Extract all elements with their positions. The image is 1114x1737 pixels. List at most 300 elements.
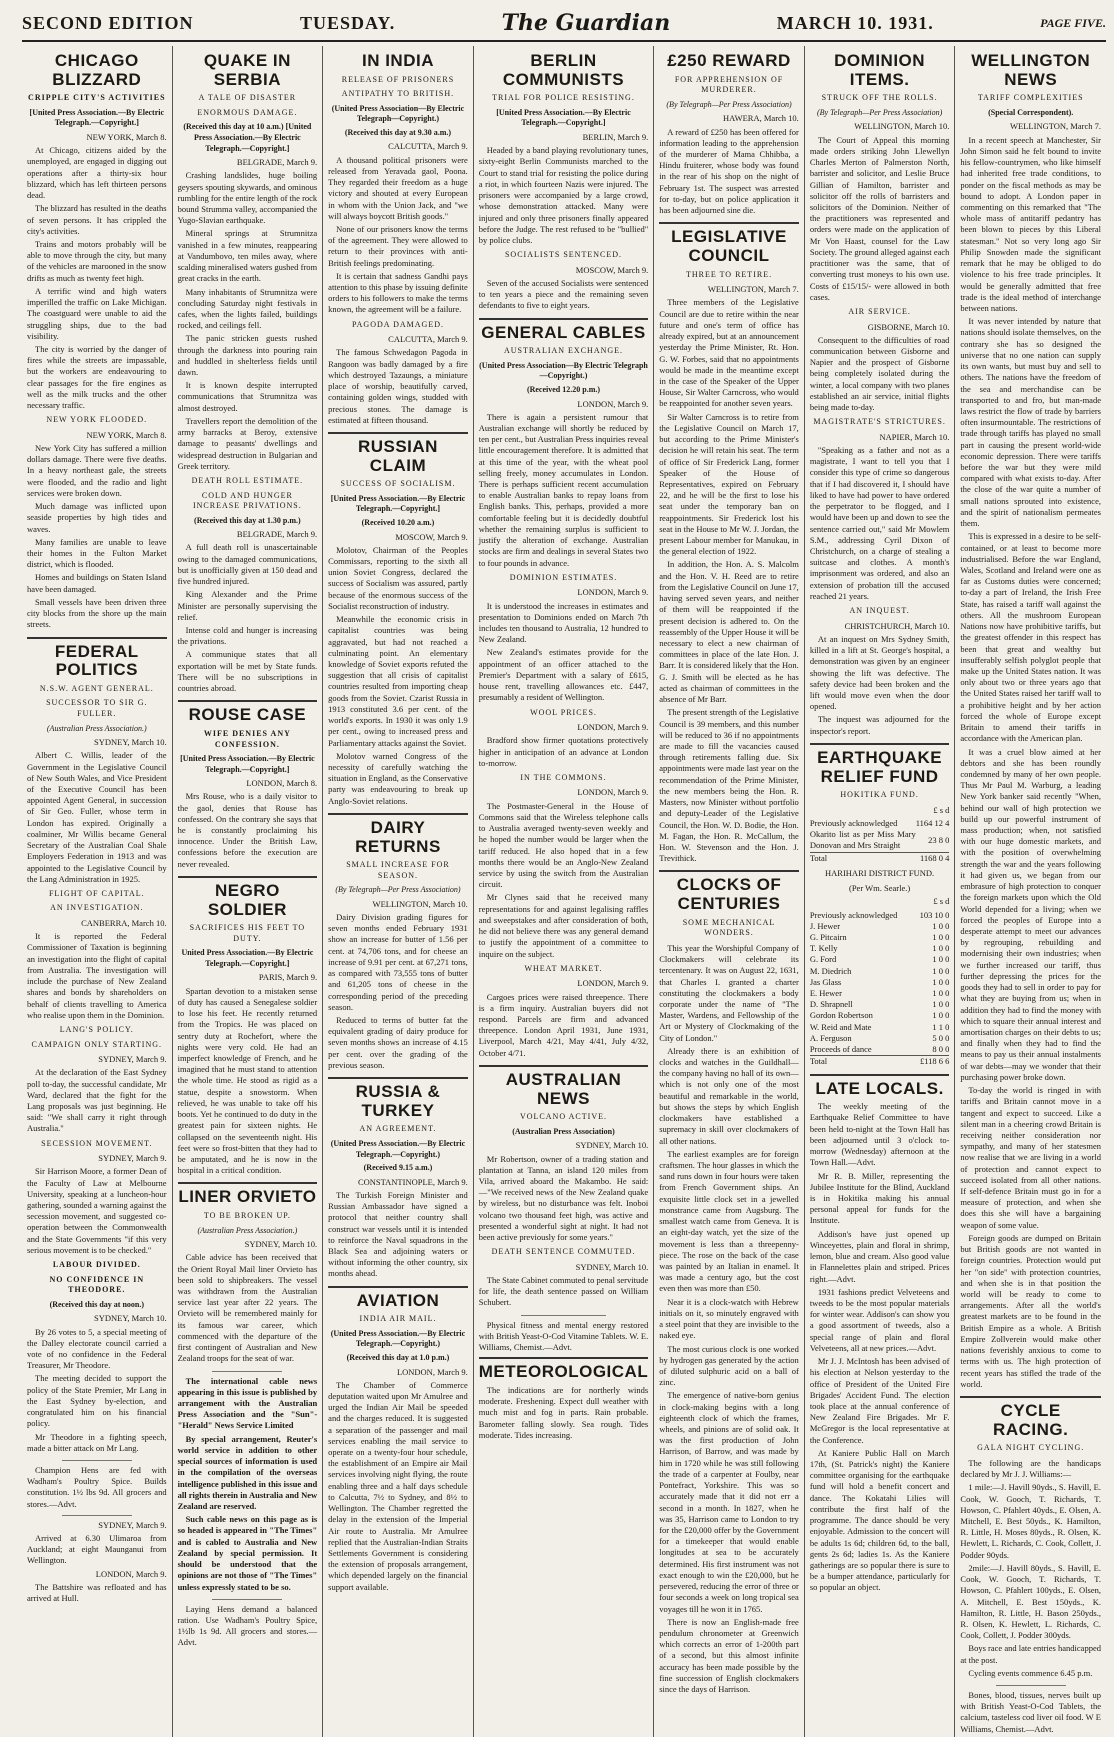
paragraph: "Speaking as a father and not as a magistrate, I want to tell you that I consider this type of crime so dangerous that if I had discovered it, I should have liked to have had power to have ordered the perpetrator to be flogged, and I would have been up and down to see the sentence carried out," said Mr Mowlem S.M., addressing Cyril Dixon of Christchurch, on a charge of stealing a suitcase and clothes. A month's imprisonment was ordered, and also an extension of probation till the accused reached 21 years. xyxy=(809,445,950,601)
subhead: ANTIPATHY TO BRITISH. xyxy=(341,89,455,99)
paragraph: The city is worried by the danger of fires while the streets are impassable, but the workers are endeavouring to clear passages for the fire engines as well as the milk trucks and the other necessary traffic. xyxy=(27,343,167,411)
subhead: DEATH ROLL ESTIMATE. xyxy=(191,476,304,486)
source-line: [United Press Association.—By Electric Telegraph.—Copyright.] xyxy=(496,107,631,128)
paragraph: It is certain that sadness Gandhi pays attention to this phase by issuing definite orders to his followers to make the terms known, the agreement will be a failure. xyxy=(328,270,468,315)
fund-table-hokitika xyxy=(810,818,950,864)
paragraph: Many inhabitants of Strumnitza were concluding Saturday night festivals in cafes, when the lights failed, buildings rocked, and ceilings fell. xyxy=(177,286,318,331)
paragraph: The inquest was adjourned for the inspector's report. xyxy=(809,714,950,736)
paragraph: Headed by a band playing revolutionary tunes, sixty-eight Berlin Communists marched to the Court to stand trial for resisting the police during a riot, in which fourteen Nazis were injured. The prisoners were accompanied by a large crowd, whose demonstration attacked. Many were injured and only three prisoners finally appeared before the Judge. The rest refused to be "bullied" by police clubs. xyxy=(478,145,649,245)
source-line: (United Press Association.—By Electric Telegraph.—Copyright.) xyxy=(330,1139,466,1159)
headline: DOMINION ITEMS. xyxy=(834,51,926,89)
fund-amount: 1 0 0 xyxy=(932,965,950,976)
subhead: FLIGHT OF CAPITAL. xyxy=(48,888,145,898)
column-grid xyxy=(22,46,1106,1734)
paragraph: Mr J. J. McIntosh has been advised of his election at Nelson yesterday to the office of President of the United Fire Brigades' Accident Fund. The election took place at the annual conference of New Zealand Fire Brigades. Mr F. McGregor is the local representative at the Conference. xyxy=(809,1356,950,1445)
paragraph: A reward of £250 has been offered for information leading to the apprehension of the murderer of Mama Chhibba, a Hindu fruiterer, whose body was found in the rear of his shop on the night of February 1st. The suspect was arrested for to-day, but on police application it has been adjourned sine die. xyxy=(659,126,799,216)
dateline: HAWERA, March 10. xyxy=(723,113,799,124)
headline: ROUSE CASE xyxy=(178,700,318,725)
dateline: LONDON, March 9. xyxy=(396,1366,468,1377)
paragraph: Mrs Rouse, who is a daily visitor to the gaol, denies that Rouse has confessed. On the contrary she says that he is constantly proclaiming his innocence. Under the British Law, confessions before the execution are never revealed. xyxy=(177,791,318,869)
masthead xyxy=(22,6,1106,42)
article-negro-soldier xyxy=(178,876,318,1177)
paragraph: At Chicago, citizens aided by the unemployed, are engaged in digging out operations after a thirty-six hour blizzard, which has left thirteen persons dead. xyxy=(27,145,167,201)
fund-row xyxy=(810,829,950,852)
dateline: CALCUTTA, March 9. xyxy=(388,141,468,152)
paragraph: None of our prisoners know the terms of the agreement. They were allowed to return to their provinces with anti-British feelings predominating. xyxy=(328,223,468,268)
fund-row xyxy=(810,1056,950,1068)
paragraph: The weekly meeting of the Earthquake Relief Committee to have been held to-night at the Town Hall has been adjourned until 3 o'clock to-morrow (Wednesday) afternoon at the Town Hall.—Advt. xyxy=(809,1101,950,1168)
paragraph: The meeting decided to support the policy of the State Premier, Mr Lang in the East Sydney by-election, and congratulated him on his financial policy. xyxy=(27,1373,167,1429)
dateline: LONDON, March 9. xyxy=(577,398,649,409)
paragraph: King Alexander and the Prime Minister are personally supervising the relief. xyxy=(177,589,318,622)
edition-label: SECOND EDITION xyxy=(22,12,194,33)
dateline: LONDON, March 8. xyxy=(246,778,318,789)
paragraph: Spartan devotion to a mistaken sense of duty has caused a Senegalese soldier to lose his feet. He recently returned from the Tropics. He was placed on sentry duty at Rochefort, where the nights were very cold. He had an imperfect knowledge of French, and he imagined that he must stand to attention the whole time. He stood as rigid as a statue, despite a snowstorm. When relieved, he was unable to take off his boots. Yet he continued to do duty in the greatest pain for sixteen nights. He collapsed on the seventeenth night. His feet were so frost-bitten that they had to be amputated, and he is now in the hospital in a critical condition. xyxy=(177,985,318,1176)
paragraph: Dairy Division grading figures for seven months ended February 1931 show an increase for butter of 1.56 per cent. at 74,706 tons, and for cheese an increase of 9.91 per cent. at 67,271 tons, as compared with 73,555 tons of butter and 61,205 tons of cheese in the corresponding period of the preceding season. xyxy=(328,912,468,1012)
subhead: CRIPPLE CITY'S ACTIVITIES xyxy=(28,93,166,103)
dateline: SYDNEY, March 10. xyxy=(94,1313,167,1324)
paragraph: Already there is an exhibition of clocks and watches in the Guildhall—the company having no hall of its own—which is not only one of the most beautiful and remarkable in the world, but shows the steps by which English clockmakers have established a supremacy in skill over clockmakers of all other nations. xyxy=(659,1045,799,1146)
fund-contributor: A. Ferguson xyxy=(809,1032,852,1043)
source-line: (Received this day at 9.30 a.m.) xyxy=(344,127,452,137)
paragraph: 1 mile:—J. Havill 90yds., S. Havill, E. Cook, W. Gooch, T. Richards, T. Howson, C. Pfahlert 40yds., E. Olsen, A. Mitchell, E. Best 50yds., K. Hamilton, R. Little, H. Moses 80yds., R. Olsen, K. Hewlett, L. Richards, C. Cook, Collett, J. Podder 90yds. xyxy=(960,1482,1101,1560)
paragraph: Cable advice has been received that the Orient Royal Mail liner Orvieto has been sold to shipbreakers. The vessel was withdrawn from the Australian service last year after 22 years. The Orvieto will be remembered mainly for its famous war career, which commenced with the departure of the first contingent of Australian and New Zealand troops for the seat of war. xyxy=(177,1252,318,1364)
article-berlin-communists xyxy=(479,50,648,312)
source-line: (By Telegraph—Per Press Association) xyxy=(666,99,792,109)
paragraph: Arrived at 6.30 Ulimaroa from Auckland; at eight Maunganui from Wellington. xyxy=(27,1533,167,1566)
fund-amount: 5 0 0 xyxy=(932,1032,950,1043)
paragraph: It is known despite interrupted communications that Strumnitza was almost destroyed. xyxy=(177,380,318,413)
article-in-india xyxy=(328,50,468,426)
column-7 xyxy=(955,46,1106,1737)
paragraph: Addison's have just opened up Winceyettes, plain and floral in shrimp, lemon, blue and cream. Also good value in Flannelettes plain and striped. Prices right.—Advt. xyxy=(809,1228,950,1284)
dateline: SYDNEY, March 10. xyxy=(575,1261,649,1272)
paragraph: Sir Harrison Moore, a former Dean of the Faculty of Law at Melbourne University, speaking at a luncheon-hour gathering, sounded a warning against the secession movement, and suggested co-operation between the Commonwealth and the State Governments "if this very serious movement is to be checked." xyxy=(27,1166,167,1255)
source-line: (United Press Association—By Electric Telegraph—Copyright.) xyxy=(479,360,648,381)
fund-amount: 1 0 0 xyxy=(932,1010,950,1021)
headline: GENERAL CABLES xyxy=(479,318,648,343)
subhead: AN INQUEST. xyxy=(849,606,910,616)
fund-amount: 1 1 0 xyxy=(932,1021,950,1032)
article-legislative-council xyxy=(659,222,799,864)
source-line: [United Press Association.—By Electric Telegraph.—Copyright.] xyxy=(29,107,165,128)
subhead: AIR SERVICE. xyxy=(848,306,911,316)
headline: LEGISLATIVE COUNCIL xyxy=(659,222,799,265)
paragraph: Albert C. Willis, leader of the Government in the Legislative Council of New South Wales, and Vice President of the Executive Council has been appointed Agent General, in succession of Sir Geo. Fuller, whose term in London has expired. Originally a coalminer, Mr Willis became General Secretary of the Australian Coal Shale Employers Federation in 1913 and was appointed to the Legislative Council by the Lang Administration in 1925. xyxy=(27,750,167,884)
article-quake-in-serbia xyxy=(178,50,318,694)
paragraph: Much damage was inflicted upon seaside properties by high tides and waves. xyxy=(27,501,167,534)
fund-amount: 1 0 0 xyxy=(932,920,950,931)
subhead: HOKITIKA FUND. xyxy=(840,790,919,800)
subhead: AN AGREEMENT. xyxy=(359,1124,437,1134)
subhead: LANG'S POLICY. xyxy=(59,1025,134,1034)
paragraph: Mineral springs at Strumnitza vanished in a few minutes, reappearing at Vandumbovo, ten miles away, where scalding mineralised waters gushed from great cracks in the earth. xyxy=(177,228,318,284)
source-line: (Received this day at 10 a.m.) [United Press Association.—By Electric Telegraph.—Copyright.] xyxy=(183,122,312,153)
paragraph: The Postmaster-General in the House of Commons said that the Wireless telephone calls to Australia averaged twenty-seven weekly and he hoped the number would be larger when the tariff reduced. He also hoped that in a few months there would be an Anglo-New Zealand service by using the switch from the Australian circuit. xyxy=(478,800,649,890)
paragraph: By special arrangement, Reuter's world service in addition to other special sources of information is used in the compilation of the overseas intelligence published in this issue and all rights therein in Australia and New Zealand are reserved. xyxy=(177,1433,318,1511)
headline: EARTHQUAKE RELIEF FUND xyxy=(810,743,950,786)
subhead: LABOUR DIVIDED. xyxy=(52,1260,141,1270)
paragraph: In a recent speech at Manchester, Sir John Simon said he felt bound to invite his fellow-countrymen, who like himself had inherited free trade conditions, to ponder on the fiscal methods as may be bound to adopt. A London paper in commenting on this remarked that "The whole mass of antitariff pedantry has been blown to pieces by this Liberal statesman." Not so very long ago Sir Philip Snowden made the significant remark that he may be obliged to do violence to his free trade principles. It would be generally admitted that free trade is the ideal method of interchange between nations. xyxy=(960,134,1101,313)
subhead: SECESSION MOVEMENT. xyxy=(41,1138,153,1148)
subhead: WIFE DENIES ANY CONFESSION. xyxy=(203,728,291,749)
article-dominion-items xyxy=(810,50,950,737)
paragraph: The famous Schwedagon Pagoda in Rangoon was badly damaged by a fire which destroyed Tazaungs, a miniature place of worship, beautifully carved, containing golden wings, studded with precious stones. The damage is estimated at fifteen thousand. xyxy=(328,347,468,425)
paragraph: The emergence of native-born genius in clock-making begins with a long eighteenth clock of which the frames, wheels, and pinions are of solid oak. It was the first production of John Harrison, of Barrow, and was made by him in 1720 while he was still following the trade of a carpenter at Foulby, near Pontefract, Yorkshire. This was so accurately made that it did not err a second in a month. In 1827, when he was 35, Harrison came to London to try for the £20,000 offer by the Government for a timekeeper that would enable longitudes at sea to be accurately determined. His first instrument was not exact enough to win the £20,000, but he persevered, reducing the error of three or four seconds a week on long tropical sea voyages till he won it in 1765. xyxy=(659,1390,799,1614)
dateline: NEW YORK, March 8. xyxy=(86,132,167,143)
dateline: WELLINGTON, March 7. xyxy=(1010,121,1101,132)
fund-contributor: G. Pitcairn xyxy=(809,931,847,942)
paragraph: At Kaniere Public Hall on March 17th, (St. Patrick's night) the Kaniere committee organising for the earthquake fund will hold a benefit concert and dance. The Kokatahi Lilies will contribute the first half of the programme. The dance should be very enjoyable. Admission to the concert will be adults 1s 6d; children 6d, to the ball, gents 2s 6d; ladies 1s. As the Kaniere gatherings are so popular there is sure to be a bumper attendance, particularly for so popular an object. xyxy=(809,1447,950,1593)
paragraph: There is again a persistent rumour that Australian exchange will shortly be reduced by ten per cent., but Australian Press inquiries reveal little encouragement therefore. It is admitted that at this time of the year, with the wheat pool selling freely, money accumulates in London. There is perhaps sufficient recent accumulation to enable Australian banks to repay loans from English banks. This, perhaps, provided a more comfortable feeling but it is decidedly doubtful whether the remaining surplus is sufficient to justify the alteration of exchange. Australian stocks are firm and dealings in several States two to four pounds in advance. xyxy=(478,411,649,568)
subhead: SMALL INCREASE FOR SEASON. xyxy=(346,860,450,880)
paragraph: Mr Robertson, owner of a trading station and plantation at Tanna, an island 120 miles from Vila, arrived aboard the Makambo. He said:—"We received news of the New Zealand quake by wireless, but no disturbance was felt. Inoboi volcano two thousand feet high, was active and presented a wonderful sight at night. It had not been active previously for some years." xyxy=(478,1153,649,1243)
headline: AUSTRALIAN NEWS xyxy=(479,1065,648,1108)
article-meteorological xyxy=(479,1357,648,1441)
subhead: MAGISTRATE'S STRICTURES. xyxy=(813,417,946,427)
paragraph: The international cable news appearing in this issue is published by arrangement with the Australian Press Association and the "Sun"-"Herald" News Service Limited xyxy=(177,1375,318,1431)
fund-amount: 1 0 0 xyxy=(932,988,950,999)
dateline: MOSCOW, March 9. xyxy=(395,531,468,542)
fund-row xyxy=(810,1033,950,1044)
page-number: PAGE FIVE. xyxy=(1040,15,1106,30)
article-general-cables xyxy=(479,318,648,1059)
divider xyxy=(212,1371,282,1372)
fund-contributor: Jas Glass xyxy=(809,976,842,987)
column-5 xyxy=(654,46,805,1737)
article-wellington-news xyxy=(960,50,1101,1390)
headline: AVIATION xyxy=(328,1286,468,1311)
fund-contributor: Total xyxy=(810,1056,914,1068)
dateline: BELGRADE, March 9. xyxy=(236,157,318,168)
fund-row xyxy=(810,1022,950,1033)
headline: BERLIN COMMUNISTS xyxy=(502,51,625,89)
divider xyxy=(62,1460,132,1461)
column-4 xyxy=(474,46,654,1737)
paragraph: Small vessels have been driven three city blocks from the shore up the main streets. xyxy=(27,596,167,630)
fund-contributor: Previously acknowledged xyxy=(809,909,898,920)
divider xyxy=(521,1315,606,1316)
paragraph: The Battshire was refloated and has arrived at Hull. xyxy=(27,1581,167,1604)
paragraph: The Court of Appeal this morning made orders striking John Llewellyn Charles Merton of Palmerston North, barrister and solicitor, and Leslie Bruce Gillian of Hamilton, barrister and solicitor off the rolls of barristers and solicitors of the Dominion. Neither of the practitioners was represented and orders were made on the application of Mr Von Haast, counsel for the Law Society. The ground alleged against each practitioner was the same, that of converting trust moneys to his own use. Costs of £15/15/- were allowed in both cases. xyxy=(809,134,950,302)
paragraph: Mr Theodore in a fighting speech, made a bitter attack on Mr Lang. xyxy=(27,1431,167,1453)
paragraph: 2mile:—J. Havill 80yds., S. Havill, E. Cook, W. Gooch, T. Richards, T. Howson, C. Pfahlert 100yds., E. Olsen, A. Mitchell, E. Best 150yds., K. Hamilton, R. Little, H. Bason 250yds., R. Olsen, K. Hewlett, L. Richards, C. Cook, Collett, J. Podder 300yds. xyxy=(960,1562,1101,1641)
subhead: STRUCK OFF THE ROLLS. xyxy=(821,93,938,103)
subhead: INDIA AIR MAIL. xyxy=(359,1314,437,1324)
paragraph: Seven of the accused Socialists were sentenced to ten years a piece and the remaining seven defendants to five to eight years. xyxy=(478,277,649,311)
headline: CHICAGO BLIZZARD xyxy=(52,51,142,89)
divider xyxy=(996,1685,1066,1686)
column-2 xyxy=(173,46,324,1737)
paragraph: The earliest examples are for foreign craftsmen. The hour glasses in which the sand runs down in four hours were taken from French Government ships. An exquisite little clock set in a jewelled monstrance came from Augsburg. The smallest watch came from Geneva. It is an eight-day watch, yet the size of the movement is less than a threepenny-piece. The rose on the back of the case was painted by an Italian in enamel. It was made a century ago, but the cost even then was more than £50. xyxy=(659,1148,799,1294)
fund-amount: 1 0 0 xyxy=(932,999,950,1010)
subhead: COLD AND HUNGER INCREASE PRIVATIONS. xyxy=(192,490,302,511)
advertisement: Laying Hens demand a balanced ration. Use Wadham's Poultry Spice, 1½lb 1s 9d. All grocers and stores.—Advt. xyxy=(177,1603,318,1648)
source-line: (By Telegraph—Per Press Association) xyxy=(335,885,461,895)
paragraph: Intense cold and hunger is increasing the privations. xyxy=(177,624,318,647)
fund-amount: 23 8 0 xyxy=(928,834,950,845)
subhead: SOCIALISTS SENTENCED. xyxy=(504,250,622,260)
advertisement: Champion Hens are fed with Wadham's Poultry Spice. Builds constitution. 1½ lbs 9d. All grocers and stores.—Advt. xyxy=(27,1464,167,1509)
fund-amount: 1168 0 4 xyxy=(916,852,950,864)
dateline: SYDNEY, March 10. xyxy=(575,1140,649,1151)
paragraph: The following are the handicaps declared by Mr J. J. Williams:— xyxy=(960,1457,1101,1480)
paragraph: Consequent to the difficulties of road communication between Gisborne and Napier and the prospect of Gisborne being completely isolated during the winter, a local company with two planes established an air service, initial flights being made to-day. xyxy=(809,334,950,413)
headline: RUSSIAN CLAIM xyxy=(328,432,468,475)
currency-header: £ s d xyxy=(933,804,950,815)
fund-row xyxy=(810,921,950,932)
dateline: BERLIN, March 9. xyxy=(582,132,649,143)
source-line: (Received this day at 1.30 p.m.) xyxy=(194,515,301,525)
subhead: GALA NIGHT CYCLING. xyxy=(977,1443,1085,1453)
article-federal-politics xyxy=(27,637,167,1454)
subhead: TARIFF COMPLEXITIES xyxy=(977,93,1084,103)
dateline: NEW YORK, March 8. xyxy=(86,429,167,440)
source-line: (Received this day at 1.0 p.m.) xyxy=(346,1352,450,1362)
dateline: SYDNEY, March 9. xyxy=(98,1153,167,1164)
headline: WELLINGTON NEWS xyxy=(971,51,1091,89)
paragraph: Three members of the Legislative Council are due to retire within the near future and one's term of office has already expired, but at an announcement yesterday the Prime Minister, Rt. Hon. G. W. Forbes, said that no appointments would be made in the meantime except in the case of the Speaker of the Upper House, Sir Walter Carncross, who would be reappointed for another seven years. xyxy=(659,297,799,409)
paragraph: The panic stricken guests rushed through the darkness into pouring rain and huddled in shelterless fields until dawn. xyxy=(177,333,318,378)
paragraph: Cycling events commence 6.45 p.m. xyxy=(968,1667,1093,1678)
fund-row xyxy=(810,1044,950,1056)
source-line: (Australian Press Association.) xyxy=(46,723,147,733)
source-line: (Received this day at noon.) xyxy=(49,1299,145,1309)
dateline: CANBERRA, March 10. xyxy=(81,918,167,929)
paragraph: The indications are for northerly winds moderate. Freshening. Expect dull weather with much mist and fog in parts. Rain probable. Barometer falling slowly. Sea rough. Tides moderate. Tides increasing. xyxy=(478,1385,649,1440)
fund-contributor: E. Hewer xyxy=(809,988,842,999)
fund-row xyxy=(810,988,950,999)
paragraph: The most curious clock is one worked by hydrogen gas generated by the action of diluted sulphuric acid on a ball of zinc. xyxy=(659,1343,799,1388)
paragraph: Such cable news on this page as is so headed is appeared in "The Times" and is cabled to Australia and New Zealand by special permission. It should be understood that the opinions are not those of "The Times" unless expressly stated to be so. xyxy=(177,1514,318,1592)
subhead: NEW YORK FLOODED. xyxy=(46,415,148,425)
source-line: (United Press Association.—By Electric Telegraph.—Copyright.) xyxy=(330,1328,466,1349)
fund-contributor: D. Shrapnell xyxy=(809,999,853,1010)
dateline: LONDON, March 9. xyxy=(577,978,649,989)
subhead: DEATH SENTENCE COMMUTED. xyxy=(491,1247,636,1257)
subhead: TO BE BROKEN UP. xyxy=(203,1211,291,1221)
fund-table-harihari xyxy=(810,910,950,1068)
dateline: LONDON, March 9. xyxy=(95,1568,167,1579)
paragraph: Boys race and late entries handicapped at the post. xyxy=(960,1643,1101,1665)
headline: LINER ORVIETO xyxy=(178,1182,318,1207)
source-line: (Received 9.15 a.m.) xyxy=(363,1163,433,1173)
paragraph: A thousand political prisoners were released from Yeravada gaol, Poona. They regarded their freedom as a huge victory and shouted at every European in whom with the Union Jack, and "we will always boycott British goods." xyxy=(328,154,468,221)
article-aviation xyxy=(328,1286,468,1593)
subhead: AUSTRALIAN EXCHANGE. xyxy=(503,346,624,356)
advertisement: Bones, blood, tissues, nerves built up with British Yeast-O-Cod Tablets, the calcium, tasteless cod liver oil food. W E Williams, Chemist.—Advt. xyxy=(960,1690,1101,1734)
date-label: MARCH 10. 1931. xyxy=(776,12,934,33)
paragraph: It was a cruel blow aimed at her debtors and she has been roundly condemned by many of her own people. Thus Mr Paul M. Warburg, a leading New York banker said recently "When, behind our wall of high protection we build up our powerful instrument of mass production; when, not satisfied with our huge domestic markets, and with the position of overwhelming strength the war and the years following it had given us, we began from our embrasure of high protection to conquer the foreign markets upon which the Old World depended for a living; when we forced the peoples of Europe into a desperate attempt to meet our advances by regrouping, rebuilding and modernising their own industries; when we further increased our tariff, thus further depressing the prices for the goods they had to sell in order to pay for what they are buying from us; when in addition they had to find the money with which to square their annual interest and amortisation charges on their debts to us; and finally when they had to find the means to pay us their annual instalments of war debts—may we wonder that their purchasing power broke down. xyxy=(960,746,1101,1082)
subhead: SOME MECHANICAL WONDERS. xyxy=(682,917,776,938)
fund-amount: 1 0 0 xyxy=(932,976,950,987)
paragraph: Near it is a clock-watch with Hebrew initials on it, so minutely engraved with a steel point that they are invisible to the naked eye. xyxy=(659,1296,799,1341)
paragraph: The Chamber of Commerce deputation waited upon Mr Amulree and urged the Indian Air Mail be speeded and the charges reduced. It is suggested a separation of the passenger and mail services enabling the mail service to operate on a twenty-four hour schedule, the establishment of an Empire air Mail services involving night flying, the route enabling three and a half days schedule to Calcutta, 7½ to Sydney, and 8½ to Wellington. The Chamber regretted the delay in the extension of the Imperial Air route to Australia. Mr Amulree replied that the Australian-Indian Straits Settlements Government is considering the extension of proposals arrangement, which depended largely on the financial support available. xyxy=(328,1379,468,1592)
headline: DAIRY RETURNS xyxy=(328,813,468,856)
subhead: WOOL PRICES. xyxy=(530,707,597,717)
headline: FEDERAL POLITICS xyxy=(27,637,167,680)
headline: £250 REWARD xyxy=(667,51,791,70)
column-1 xyxy=(22,46,173,1737)
subhead: TRIAL FOR POLICE RESISTING. xyxy=(492,93,635,103)
paragraph: There is now an English-made free pendulum chronometer at Greenwich which corrects an error of 1-200th part of a second, but this almost infinite accuracy has been made possible by the fine succession of English clockmakers since the days of Harrison. xyxy=(659,1616,799,1695)
source-line: (United Press Association—By Electric Telegraph—Copyright.) xyxy=(331,103,465,124)
paragraph: 1931 fashions predict Velveteens and tweeds to be the most popular materials for winter wear. Addison's can show you a good assortment of tweeds, also a special range of plain and floral Velveteens, all at new prices.—Advt. xyxy=(809,1286,950,1353)
paragraph: New Zealand's estimates provide for the appointment of an officer attached to the Premier's Department with a salary of £615, house rent, travelling allowances etc. £447, presumably a resident of Wellington. xyxy=(478,647,649,703)
paragraph: At the declaration of the East Sydney poll to-day, the successful candidate, Mr Ward, declared that the fight for the Lang proposals was just beginning. He said: "We shall carry it right through Australia." xyxy=(27,1067,167,1134)
article-cycle-racing xyxy=(960,1396,1101,1679)
fund-amount: 1 0 0 xyxy=(932,954,950,965)
fund-row xyxy=(810,1010,950,1021)
fund-row xyxy=(810,852,950,864)
fund-row xyxy=(810,954,950,965)
source-line: (Special Correspondent). xyxy=(988,107,1074,117)
subhead: N.S.W. AGENT GENERAL. xyxy=(39,683,154,693)
subhead: RELEASE OF PRISONERS xyxy=(341,74,455,84)
headline: METEOROLOGICAL xyxy=(479,1357,648,1382)
cable-news-notice xyxy=(178,1376,318,1593)
paragraph: Mr R. B. Miller, representing the Jubilee Institute for the Blind, Auckland is in Hokitika making his annual personal appeal for funds for the Institute. xyxy=(809,1170,950,1226)
paragraph: Homes and buildings on Staten Island have been damaged. xyxy=(27,572,167,594)
paragraph: A full death roll is unascertainable owing to the damaged communications, but is unofficially given at 150 dead and five hundred injured. xyxy=(177,542,318,587)
fund-row xyxy=(810,932,950,943)
headline: CLOCKS OF CENTURIES xyxy=(659,870,799,913)
source-line: United Press Association.—By Electric Telegraph.—Copyright.] xyxy=(181,948,314,968)
article-late-locals xyxy=(810,1074,950,1594)
source-line: (By Telegraph—Per Press Association) xyxy=(816,107,943,117)
dateline: SYDNEY, March 10. xyxy=(94,737,167,748)
paragraph: The present strength of the Legislative Council is 39 members, and this number will be reduced to 36 if no appointments are made to fill the vacancies caused through retirements falling due. Six appointments were made last year on the recommendation of the Prime Minister, the new members being the Hon. R. Masters, now Minister without portfolio and deputy-Leader of the Legislative Council, the Hon. W. D. Bodie, the Hon. M. Fagan, the Hon. R. McCallum, the Hon. W. Stevenson and the Hon. J. Trevithick. xyxy=(659,707,799,864)
paragraph: Cargoes prices were raised threepence. There is a firm inquiry. Australian buyers did not respond. Parcels are firm and advanced threepence. London April 1931, June 1931, Liverpool, March 4/21, May 4/41, July 4/32, October 4/71. xyxy=(478,991,649,1058)
paragraph: Reduced to terms of butter fat the equivalent grading of dairy produce for seven months shows an increase of 4.15 per cent. over the grading of the previous season. xyxy=(328,1015,468,1070)
fund-amount: 1164 12 4 xyxy=(915,817,950,828)
dateline: CALCUTTA, March 9. xyxy=(388,334,468,345)
paragraph: To-day the world is ringed in with tariffs and Britain cannot move in a tangent and expect to succeed. Like a silent man in a cheering crowd Britain is receiving neither consideration nor sympathy, and many of her statesmen now realise that we are living in a world of protection and cannot expect to succeed isolated from all other nations. If self-defence Britain must go in for a measure of protection, and when she does this she will have a bargaining weapon of some value. xyxy=(960,1085,1101,1230)
currency-header: £ s d xyxy=(933,896,950,907)
paragraph: It is understood the increases in estimates and presentation to Dominions ended on March 7th includes ten thousand to Australia, 12 hundred to New Zealand. xyxy=(478,600,649,645)
dateline: PARIS, March 9. xyxy=(258,972,318,983)
fund-row xyxy=(810,910,950,921)
fund-amount: 8 0 0 xyxy=(932,1044,950,1055)
newspaper-title: The Guardian xyxy=(501,10,671,36)
paragraph: The Turkish Foreign Minister and Russian Ambassador have signed a protocol that neither country shall construct war vessels until it is intended to reinforce the Naval squadrons in the Black Sea and adjoining waters or without informing the other country, six months ahead. xyxy=(328,1189,468,1279)
paragraph: A communique states that all exportation will be met by State funds. There will be no subscriptions in countries abroad. xyxy=(177,649,318,694)
paragraph: In addition, the Hon. A. S. Malcolm and the Hon. V. H. Reed are to retire from the Legislative Council on June 17, having served seven years, and neither of them will be reappointed if the present decision is adhered to. On the reassembly of the Upper House it will be necessary to elect a new chairman of committees in place of the late Hon. J. Barr. It is considered likely that the Hon. G. J. Smith will be elected as he has acted as chairman of committees in the absence of Mr Barr. xyxy=(659,559,799,705)
article-australian-news xyxy=(479,1065,648,1309)
dateline: LONDON, March 9. xyxy=(577,722,649,733)
paragraph: Molotov warned Congress of the necessity of carefully watching the situation in England, as the Conservative party was endeavouring to break up Anglo-Soviet relations. xyxy=(328,750,468,806)
article-clocks-of-centuries xyxy=(659,870,799,1695)
fund-amount: 1 0 0 xyxy=(932,931,950,942)
dateline: SYDNEY, March 9. xyxy=(98,1519,167,1530)
headline: NEGRO SOLDIER xyxy=(178,876,318,919)
subhead: DOMINION ESTIMATES. xyxy=(509,572,618,582)
column-6 xyxy=(805,46,956,1737)
paragraph: Many families are unable to leave their homes in the Fulton Market district, which is flooded. xyxy=(27,536,167,570)
paragraph: At an inquest on Mrs Sydney Smith, killed in a lift at St. George's hospital, a demonstration was given by an engineer showing the lift was defective. The safety device had been broken and the lift would move even when the door opened. xyxy=(809,633,950,712)
dateline: WELLINGTON, March 7. xyxy=(707,284,799,295)
fund-row xyxy=(810,977,950,988)
dateline: WELLINGTON, March 10. xyxy=(854,121,950,132)
dateline: WELLINGTON, March 10. xyxy=(372,898,468,909)
day-label: TUESDAY. xyxy=(299,12,396,33)
dateline: SYDNEY, March 10. xyxy=(244,1239,318,1250)
subhead: ENORMOUS DAMAGE. xyxy=(197,107,298,117)
paragraph: Trains and motors probably will be able to move through the city, but many of the vehicles are marooned in the snow drifts as much as twenty feet high. xyxy=(27,238,167,283)
subhead: SACRIFICES HIS FEET TO DUTY. xyxy=(189,923,306,943)
paragraph: New York City has suffered a million dollars damage. There were five deaths. In a heavy northeast gale, the streets were flooded, and the radio and light services were broken down. xyxy=(27,443,167,498)
paragraph: Sir Walter Carncross is to retire from the Legislative Council on March 17, but according to the Prime Minister's decision he will retain his seat. The term of office of Sir Frederick Lang, former Speaker of the House of Representatives, expired on February 22, and he will be the first to lose his seat under the temporary ban on reappointments. Sir Frederick lost his seat in the House to Mr W. J. Jordan, the present Labour member for Manukau, in the general election of 1922. xyxy=(659,411,799,557)
fund-amount: 1 0 0 xyxy=(932,943,950,954)
headline: CYCLE RACING. xyxy=(960,1396,1101,1439)
fund-row xyxy=(810,818,950,829)
headline: LATE LOCALS. xyxy=(810,1074,950,1099)
advertisement: Physical fitness and mental energy restored with British Yeast-O-Cod Vitamine Tablets. W. E. Williams, Chemist.—Advt. xyxy=(478,1319,649,1353)
dateline: GISBORNE, March 10. xyxy=(867,321,950,332)
dateline: LONDON, March 9. xyxy=(577,587,649,598)
divider xyxy=(212,1599,282,1600)
subhead: FOR APPREHENSION OF MURDERER. xyxy=(674,74,784,95)
paragraph: The blizzard has resulted in the deaths of seven persons. It has crippled the city's activities. xyxy=(27,203,167,236)
dateline: CONSTANTINOPLE, March 9. xyxy=(357,1176,468,1187)
subhead: CAMPAIGN ONLY STARTING. xyxy=(31,1039,163,1049)
article-russian-claim xyxy=(328,432,468,807)
subhead: WHEAT MARKET. xyxy=(524,963,603,973)
subhead: SUCCESSOR TO SIR G. FULLER. xyxy=(46,698,148,718)
paragraph: Bradford show firmer quotations protectively higher in anticipation of an advance at London to-morrow. xyxy=(478,735,649,768)
source-line: (Australian Press Association.) xyxy=(197,1225,298,1235)
fund-contributor: G. Ford xyxy=(809,954,837,965)
fund-contributor: Total xyxy=(810,852,916,864)
subhead: PAGODA DAMAGED. xyxy=(351,319,444,329)
article-shipping xyxy=(27,1520,167,1605)
article-250-reward xyxy=(659,50,799,216)
paragraph: It is reported the Federal Commissioner of Taxation is beginning an investigation into the flight of capital from Australia. The investigation will include the purchase of New Zealand shares and bonds by shareholders on behalf of clients travelling to America who realise upon them in the Dominion. xyxy=(27,931,167,1020)
subhead: (Per Wm. Searle.) xyxy=(849,883,911,894)
article-dairy-returns xyxy=(328,813,468,1071)
paragraph: By 26 votes to 5, a special meeting of the Dalley electorate council carried a vote of no confidence in the Federal Treasurer, Mr Theodore. xyxy=(27,1326,167,1371)
paragraph: Mr Clynes said that he received many representations for and against legalising raffles and sweepstakes and after consideration of both, he did not believe there was any general demand to justify the appointment of a committee to inquire on the subject. xyxy=(478,892,649,959)
fund-contributor: Gordon Robertson xyxy=(809,1010,873,1021)
dateline: CHRISTCHURCH, March 10. xyxy=(844,620,950,631)
article-russia-turkey xyxy=(328,1077,468,1280)
subhead: SUCCESS OF SOCIALISM. xyxy=(340,479,456,489)
article-rouse-case xyxy=(178,700,318,870)
dateline: NAPIER, March 10. xyxy=(879,431,950,442)
paragraph: The State Cabinet commuted to penal servitude for life, the death sentence passed on William Schubert. xyxy=(478,1275,649,1308)
headline: IN INDIA xyxy=(361,51,434,70)
fund-contributor: Proceeds of dance xyxy=(809,1044,872,1055)
subhead: HARIHARI DISTRICT FUND. xyxy=(825,867,935,878)
subhead: IN THE COMMONS. xyxy=(520,772,607,782)
fund-row xyxy=(810,943,950,954)
fund-contributor: Okarito list as per Miss Mary Donovan and Mrs Straight xyxy=(809,829,916,851)
source-line: [United Press Association.—By Electric Telegraph.—Copyright.] xyxy=(180,754,315,774)
paragraph: This year the Worshipful Company of Clockmakers will celebrate its tercentenary. It was on August 22, 1631, that Charles I. granted a charter constituting the clockmakers a body corporate under the name of "The Master, Wardens, and Fellowship of the Art or Mystery of Clockmaking of the City of London." xyxy=(659,942,799,1043)
dateline: MOSCOW, March 9. xyxy=(575,264,649,275)
article-chicago-blizzard xyxy=(27,50,167,631)
headline: QUAKE IN SERBIA xyxy=(203,51,291,89)
column-3 xyxy=(323,46,474,1737)
divider xyxy=(62,1515,132,1516)
paragraph: Molotov, Chairman of the Peoples Commissars, reporting to the sixth all union Soviet Congress, declared the success of Socialism was assured, partly because of the enormous success of the Socialist reconstruction of industry. xyxy=(328,544,468,611)
subhead: THREE TO RETIRE. xyxy=(685,269,773,279)
article-earthquake-relief-fund xyxy=(810,743,950,1068)
fund-contributor: T. Kelly xyxy=(809,943,838,954)
fund-row xyxy=(810,999,950,1010)
dateline: BELGRADE, March 9. xyxy=(236,529,318,540)
headline: RUSSIA & TURKEY xyxy=(328,1077,468,1120)
